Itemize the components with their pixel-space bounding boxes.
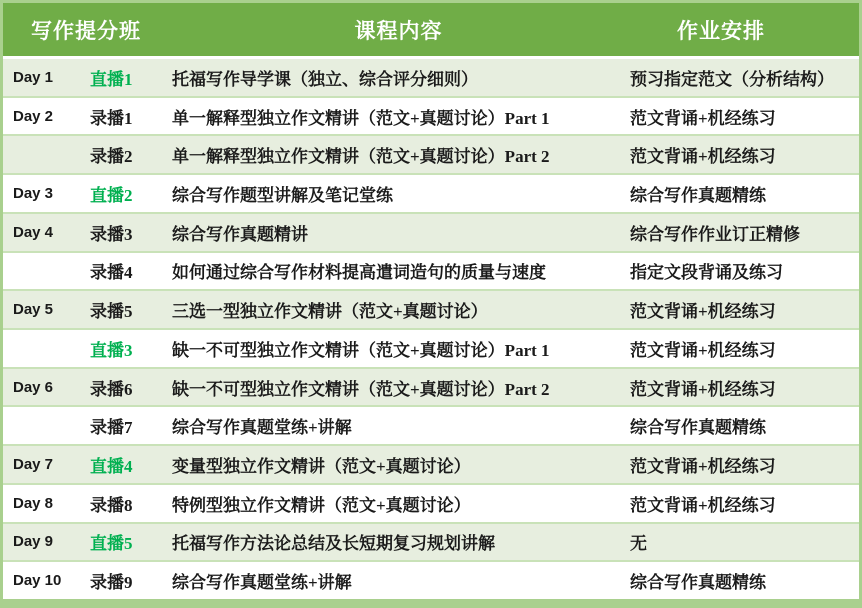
lesson-type-label: 直播4 <box>90 457 133 477</box>
table-row <box>3 328 859 367</box>
homework-text: 综合写作真题精练 <box>630 418 766 438</box>
table-row <box>3 96 859 135</box>
lesson-type-label: 录播4 <box>90 263 133 283</box>
homework-text: 范文背诵+机经练习 <box>630 457 776 477</box>
lesson-type-label: 录播7 <box>90 418 133 438</box>
homework-text: 指定文段背诵及练习 <box>630 263 783 283</box>
table-row <box>3 134 859 173</box>
lesson-type-label: 录播5 <box>90 302 133 322</box>
day-label: Day 4 <box>13 223 54 241</box>
day-label: Day 10 <box>13 572 62 590</box>
day-label: Day 9 <box>13 533 54 551</box>
course-content-text: 综合写作题型讲解及笔记堂练 <box>172 186 393 206</box>
course-content-text: 缺一不可型独立作文精讲（范文+真题讨论）Part 2 <box>172 379 550 399</box>
table-row <box>3 173 859 212</box>
homework-text: 无 <box>630 534 647 554</box>
table-row <box>3 212 859 251</box>
course-content-text: 综合写作真题堂练+讲解 <box>172 573 352 593</box>
homework-text: 范文背诵+机经练习 <box>630 147 776 167</box>
course-content-text: 综合写作真题精讲 <box>172 224 308 244</box>
lesson-type-label: 录播2 <box>90 147 133 167</box>
table-row <box>3 251 859 290</box>
homework-text: 综合写作真题精练 <box>630 186 766 206</box>
course-content-text: 托福写作方法论总结及长短期复习规划讲解 <box>172 534 495 554</box>
course-content-text: 缺一不可型独立作文精讲（范文+真题讨论）Part 1 <box>172 340 550 360</box>
table-row <box>3 367 859 406</box>
course-content-text: 特例型独立作文精讲（范文+真题讨论） <box>172 495 471 515</box>
table-row <box>3 59 859 96</box>
lesson-type-label: 直播2 <box>90 186 133 206</box>
homework-text: 范文背诵+机经练习 <box>630 302 776 322</box>
lesson-type-label: 录播1 <box>90 108 133 128</box>
day-label: Day 2 <box>13 107 54 125</box>
day-label: Day 7 <box>13 456 54 474</box>
table-row <box>3 522 859 561</box>
lesson-type-label: 录播9 <box>90 573 133 593</box>
course-content-text: 单一解释型独立作文精讲（范文+真题讨论）Part 1 <box>172 108 550 128</box>
homework-text: 范文背诵+机经练习 <box>630 340 776 360</box>
table-body <box>3 59 859 599</box>
lesson-type-label: 直播1 <box>90 69 133 89</box>
homework-text: 预习指定范文（分析结构） <box>630 69 834 89</box>
lesson-type-label: 录播3 <box>90 224 133 244</box>
homework-text: 范文背诵+机经练习 <box>630 108 776 128</box>
homework-text: 范文背诵+机经练习 <box>630 379 776 399</box>
day-label: Day 5 <box>13 301 54 319</box>
lesson-type-label: 直播3 <box>90 340 133 360</box>
day-label: Day 1 <box>13 68 54 86</box>
lesson-type-label: 录播6 <box>90 379 133 399</box>
table-row <box>3 405 859 444</box>
day-label: Day 6 <box>13 378 54 396</box>
table-row <box>3 444 859 483</box>
header-homework: 作业安排 <box>677 19 765 43</box>
day-label: Day 8 <box>13 494 54 512</box>
table-row <box>3 289 859 328</box>
course-content-text: 托福写作导学课（独立、综合评分细则） <box>172 69 478 89</box>
homework-text: 范文背诵+机经练习 <box>630 495 776 515</box>
day-label: Day 3 <box>13 185 54 203</box>
course-content-text: 单一解释型独立作文精讲（范文+真题讨论）Part 2 <box>172 147 550 167</box>
table-row <box>3 483 859 522</box>
table-row <box>3 560 859 599</box>
course-content-text: 三选一型独立作文精讲（范文+真题讨论） <box>172 302 488 322</box>
course-content-text: 变量型独立作文精讲（范文+真题讨论） <box>172 457 471 477</box>
header-course-content: 课程内容 <box>354 19 443 43</box>
course-content-text: 如何通过综合写作材料提高遣词造句的质量与速度 <box>172 263 546 283</box>
lesson-type-label: 直播5 <box>90 534 133 554</box>
header-class-name: 写作提分班 <box>31 19 141 43</box>
course-content-text: 综合写作真题堂练+讲解 <box>172 418 352 438</box>
table-header-row <box>3 3 859 59</box>
lesson-type-label: 录播8 <box>90 495 133 515</box>
homework-text: 综合写作作业订正精修 <box>630 224 800 244</box>
homework-text: 综合写作真题精练 <box>630 573 766 593</box>
